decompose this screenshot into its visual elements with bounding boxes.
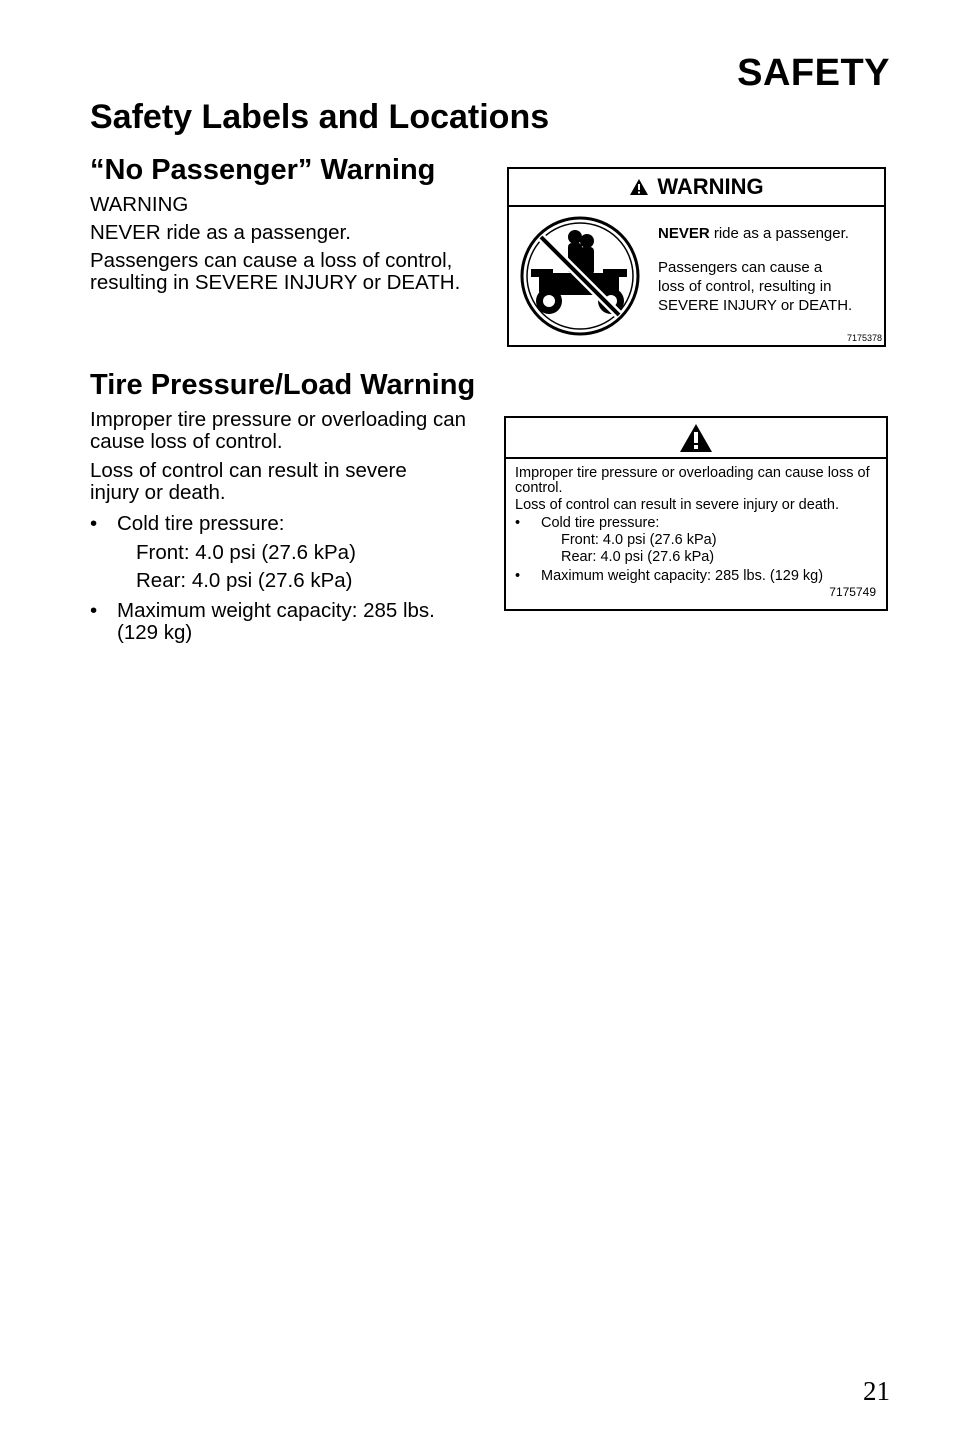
tire-pressure-label [504, 416, 888, 611]
label-bullet-1 [515, 516, 659, 531]
tire-rear-pressure: Rear: 4.0 psi (27.6 kPa) [136, 569, 353, 592]
label-bullet-1-text: Cold tire pressure: [541, 515, 660, 531]
bullet-glyph: • [515, 515, 521, 531]
page-number: 21 [863, 1376, 890, 1406]
label-line-2: Loss of control can result in severe injury or death. [515, 497, 839, 513]
bullet-glyph: • [90, 599, 98, 622]
label-line-1-rest: ride as a passenger. [709, 225, 849, 242]
tire-pressure-heading: Tire Pressure/Load Warning [90, 369, 476, 401]
label-line-3: loss of control, resulting in [658, 278, 832, 295]
no-passenger-heading: “No Passenger” Warning [90, 154, 436, 186]
section-title: SAFETY [737, 52, 890, 94]
label-line-1 [658, 224, 849, 243]
label-line-2: Passengers can cause a [658, 259, 823, 276]
label-part-number: 7175749 [829, 585, 876, 599]
label-header [509, 169, 884, 207]
label-line-4: SEVERE INJURY or DEATH. [658, 297, 853, 314]
label-bullet-2 [515, 569, 823, 584]
label-line-1-bold: NEVER [658, 225, 710, 242]
tire-para-1: Improper tire pressure or overloading can cause loss of control. [90, 408, 467, 453]
label-bullet-2-text: Maximum weight capacity: 285 lbs. (129 kg) [541, 568, 824, 584]
no-passenger-pictogram [517, 213, 643, 339]
no-passenger-label [507, 167, 886, 347]
no-passenger-signal-word: WARNING [90, 193, 189, 216]
label-part-number: 7175378 [846, 333, 882, 343]
no-passenger-line-1: NEVER ride as a passenger. [90, 221, 351, 244]
bullet-glyph: • [515, 568, 521, 584]
label-header-text: WARNING [657, 174, 764, 199]
tire-bullet-1-text: Cold tire pressure: [117, 512, 285, 535]
tire-bullet-cold-pressure [90, 513, 480, 535]
page-title: Safety Labels and Locations [90, 98, 550, 136]
tire-bullet-max-weight [90, 600, 480, 644]
tire-front-pressure: Front: 4.0 psi (27.6 kPa) [136, 541, 356, 564]
warning-triangle-icon [679, 423, 713, 453]
tire-bullet-2-text: Maximum weight capacity: 285 lbs. (129 kg) [117, 599, 435, 644]
label-line-1: Improper tire pressure or overloading can cause loss of control. [515, 465, 870, 496]
label-rear-pressure: Rear: 4.0 psi (27.6 kPa) [561, 549, 715, 565]
label-header [506, 418, 886, 459]
tire-para-2: Loss of control can result in severe injury or death. [90, 459, 407, 504]
no-passenger-line-2: Passengers can cause a loss of control, resulting in SEVERE INJURY or DEATH. [90, 249, 461, 294]
label-front-pressure: Front: 4.0 psi (27.6 kPa) [561, 532, 717, 548]
bullet-glyph: • [90, 512, 98, 535]
warning-triangle-icon [629, 178, 649, 196]
